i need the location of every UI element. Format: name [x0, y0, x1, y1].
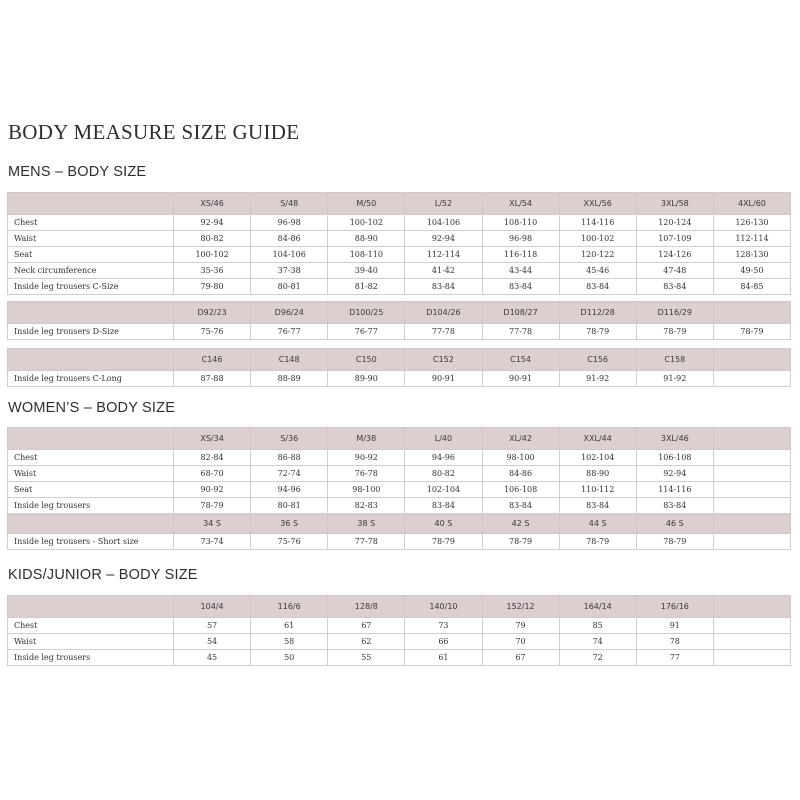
- size-header-row: [8, 428, 791, 450]
- measure-value: 114-116: [636, 482, 713, 498]
- measure-value: 77: [636, 650, 713, 666]
- measure-value: 79-80: [174, 279, 251, 295]
- size-header-cell: 116/6: [251, 596, 328, 618]
- page-title: BODY MEASURE SIZE GUIDE: [8, 120, 300, 144]
- size-header-cell: XXL/56: [559, 193, 636, 215]
- measure-value: [713, 634, 790, 650]
- measure-value: 54: [174, 634, 251, 650]
- measure-value: 83-84: [405, 498, 482, 514]
- measure-value: 82-84: [174, 450, 251, 466]
- measure-value: 94-96: [405, 450, 482, 466]
- measure-value: 90-91: [405, 371, 482, 387]
- size-header-cell: [713, 514, 790, 534]
- measure-value: 112-114: [713, 231, 790, 247]
- measure-value: 70: [482, 634, 559, 650]
- mens-d-size-table: [7, 301, 791, 340]
- measure-value: 35-36: [174, 263, 251, 279]
- measure-value: 96-98: [482, 231, 559, 247]
- measure-value: 77-78: [328, 534, 405, 550]
- measure-value: [713, 450, 790, 466]
- size-header-cell: D96/24: [251, 302, 328, 324]
- size-header-cell: 176/16: [636, 596, 713, 618]
- measure-value: 80-82: [174, 231, 251, 247]
- measure-label: Seat: [8, 482, 174, 498]
- measure-value: 57: [174, 618, 251, 634]
- measure-value: 77-78: [482, 324, 559, 340]
- size-header-cell: 128/8: [328, 596, 405, 618]
- size-header-row: [8, 302, 791, 324]
- measure-value: 90-91: [482, 371, 559, 387]
- measure-label: Inside leg trousers D-Size: [8, 324, 174, 340]
- measure-value: 112-114: [405, 247, 482, 263]
- measure-value: 92-94: [636, 466, 713, 482]
- measure-value: 61: [405, 650, 482, 666]
- header-label-cell: [8, 514, 174, 534]
- measure-label: Seat: [8, 247, 174, 263]
- size-header-cell: 46 S: [636, 514, 713, 534]
- size-header-cell: [713, 349, 790, 371]
- size-header-cell: XL/42: [482, 428, 559, 450]
- size-header-cell: C150: [328, 349, 405, 371]
- measure-value: 61: [251, 618, 328, 634]
- measure-value: 78-79: [405, 534, 482, 550]
- measure-value: 83-84: [559, 498, 636, 514]
- measure-value: [713, 618, 790, 634]
- measure-value: 100-102: [174, 247, 251, 263]
- size-header-cell: XS/34: [174, 428, 251, 450]
- size-header-cell: M/38: [328, 428, 405, 450]
- measure-value: 78: [636, 634, 713, 650]
- measure-row: [8, 498, 791, 514]
- measure-label: Chest: [8, 215, 174, 231]
- measure-value: 106-108: [482, 482, 559, 498]
- measure-row: [8, 634, 791, 650]
- measure-value: [713, 466, 790, 482]
- measure-value: 88-89: [251, 371, 328, 387]
- measure-label: Inside leg trousers - Short size: [8, 534, 174, 550]
- measure-value: 55: [328, 650, 405, 666]
- measure-value: 114-116: [559, 215, 636, 231]
- size-header-row: [8, 596, 791, 618]
- size-header-cell: D108/27: [482, 302, 559, 324]
- measure-value: 67: [482, 650, 559, 666]
- measure-value: 100-102: [328, 215, 405, 231]
- size-header-cell: 36 S: [251, 514, 328, 534]
- header-label-cell: [8, 596, 174, 618]
- measure-value: 107-109: [636, 231, 713, 247]
- measure-value: 80-81: [251, 279, 328, 295]
- size-header-cell: 40 S: [405, 514, 482, 534]
- measure-value: 83-84: [482, 498, 559, 514]
- size-header-cell: 140/10: [405, 596, 482, 618]
- measure-value: 126-130: [713, 215, 790, 231]
- measure-value: 77-78: [405, 324, 482, 340]
- measure-value: 91: [636, 618, 713, 634]
- size-header-row: [8, 193, 791, 215]
- measure-value: 98-100: [328, 482, 405, 498]
- measure-value: 68-70: [174, 466, 251, 482]
- measure-value: 78-79: [636, 324, 713, 340]
- measure-value: 90-92: [328, 450, 405, 466]
- measure-value: 75-76: [174, 324, 251, 340]
- size-header-cell: D112/28: [559, 302, 636, 324]
- measure-row: [8, 231, 791, 247]
- size-header-cell: [713, 302, 790, 324]
- measure-row: [8, 215, 791, 231]
- size-header-cell: 44 S: [559, 514, 636, 534]
- measure-value: 108-110: [482, 215, 559, 231]
- size-header-cell: C146: [174, 349, 251, 371]
- size-header-cell: C148: [251, 349, 328, 371]
- measure-value: 72: [559, 650, 636, 666]
- womens-size-table: [7, 427, 791, 550]
- measure-value: 92-94: [174, 215, 251, 231]
- measure-value: 47-48: [636, 263, 713, 279]
- measure-label: Waist: [8, 231, 174, 247]
- size-header-cell: 4XL/60: [713, 193, 790, 215]
- womens-section-title: WOMEN’S – BODY SIZE: [8, 400, 176, 416]
- measure-value: 98-100: [482, 450, 559, 466]
- measure-value: 83-84: [482, 279, 559, 295]
- measure-value: 80-81: [251, 498, 328, 514]
- measure-value: 78-79: [636, 534, 713, 550]
- measure-value: 106-108: [636, 450, 713, 466]
- kids-size-table: [7, 595, 791, 666]
- measure-value: 86-88: [251, 450, 328, 466]
- measure-value: 81-82: [328, 279, 405, 295]
- measure-value: 67: [328, 618, 405, 634]
- measure-value: 92-94: [405, 231, 482, 247]
- measure-row: [8, 482, 791, 498]
- size-header-cell: S/36: [251, 428, 328, 450]
- measure-value: 124-126: [636, 247, 713, 263]
- size-header-cell: C158: [636, 349, 713, 371]
- measure-value: [713, 371, 790, 387]
- measure-value: 62: [328, 634, 405, 650]
- measure-value: 79: [482, 618, 559, 634]
- measure-label: Chest: [8, 618, 174, 634]
- size-header-cell: D116/29: [636, 302, 713, 324]
- size-header-cell: C156: [559, 349, 636, 371]
- size-header-cell: 3XL/58: [636, 193, 713, 215]
- measure-label: Waist: [8, 466, 174, 482]
- measure-value: [713, 498, 790, 514]
- measure-value: 78-79: [559, 324, 636, 340]
- size-header-row: [8, 514, 791, 534]
- size-header-cell: S/48: [251, 193, 328, 215]
- measure-value: 76-78: [328, 466, 405, 482]
- size-header-cell: D104/26: [405, 302, 482, 324]
- measure-value: 39-40: [328, 263, 405, 279]
- measure-value: 83-84: [636, 498, 713, 514]
- header-label-cell: [8, 302, 174, 324]
- measure-label: Inside leg trousers: [8, 650, 174, 666]
- measure-value: [713, 482, 790, 498]
- measure-value: 91-92: [636, 371, 713, 387]
- size-header-cell: 42 S: [482, 514, 559, 534]
- measure-row: [8, 466, 791, 482]
- measure-value: 66: [405, 634, 482, 650]
- measure-value: 78-79: [482, 534, 559, 550]
- measure-value: 58: [251, 634, 328, 650]
- size-header-cell: L/52: [405, 193, 482, 215]
- measure-row: [8, 263, 791, 279]
- measure-value: 78-79: [174, 498, 251, 514]
- measure-value: 78-79: [713, 324, 790, 340]
- size-header-cell: M/50: [328, 193, 405, 215]
- measure-value: 43-44: [482, 263, 559, 279]
- measure-value: 110-112: [559, 482, 636, 498]
- size-header-cell: C152: [405, 349, 482, 371]
- measure-value: 84-86: [482, 466, 559, 482]
- measure-value: 100-102: [559, 231, 636, 247]
- measure-value: 108-110: [328, 247, 405, 263]
- measure-value: 83-84: [405, 279, 482, 295]
- measure-value: 84-86: [251, 231, 328, 247]
- measure-value: 116-118: [482, 247, 559, 263]
- measure-value: [713, 534, 790, 550]
- measure-label: Inside leg trousers C-Size: [8, 279, 174, 295]
- measure-label: Inside leg trousers C-Long: [8, 371, 174, 387]
- measure-value: 76-77: [328, 324, 405, 340]
- size-header-cell: [713, 428, 790, 450]
- measure-value: 45: [174, 650, 251, 666]
- measure-value: 94-96: [251, 482, 328, 498]
- measure-value: 78-79: [559, 534, 636, 550]
- measure-value: 104-106: [405, 215, 482, 231]
- header-label-cell: [8, 349, 174, 371]
- size-header-cell: 152/12: [482, 596, 559, 618]
- measure-value: 45-46: [559, 263, 636, 279]
- measure-value: 49-50: [713, 263, 790, 279]
- measure-value: [713, 650, 790, 666]
- measure-value: 96-98: [251, 215, 328, 231]
- measure-row: [8, 279, 791, 295]
- header-label-cell: [8, 193, 174, 215]
- measure-row: [8, 618, 791, 634]
- size-header-cell: 3XL/46: [636, 428, 713, 450]
- kids-section-title: KIDS/JUNIOR – BODY SIZE: [8, 567, 198, 583]
- mens-c-long-table: [7, 348, 791, 387]
- mens-size-table: [7, 192, 791, 295]
- measure-value: 73: [405, 618, 482, 634]
- measure-row: [8, 247, 791, 263]
- measure-value: 84-85: [713, 279, 790, 295]
- measure-value: 128-130: [713, 247, 790, 263]
- size-header-cell: C154: [482, 349, 559, 371]
- measure-value: 88-90: [559, 466, 636, 482]
- size-header-cell: D100/25: [328, 302, 405, 324]
- measure-value: 76-77: [251, 324, 328, 340]
- measure-value: 82-83: [328, 498, 405, 514]
- measure-value: 120-122: [559, 247, 636, 263]
- size-header-cell: D92/23: [174, 302, 251, 324]
- measure-row: [8, 371, 791, 387]
- measure-value: 90-92: [174, 482, 251, 498]
- size-header-cell: XL/54: [482, 193, 559, 215]
- measure-label: Chest: [8, 450, 174, 466]
- measure-value: 102-104: [559, 450, 636, 466]
- measure-value: 120-124: [636, 215, 713, 231]
- measure-value: 89-90: [328, 371, 405, 387]
- measure-row: [8, 534, 791, 550]
- measure-value: 83-84: [636, 279, 713, 295]
- measure-value: 85: [559, 618, 636, 634]
- measure-value: 87-88: [174, 371, 251, 387]
- measure-value: 83-84: [559, 279, 636, 295]
- measure-value: 88-90: [328, 231, 405, 247]
- measure-label: Neck circumference: [8, 263, 174, 279]
- measure-label: Waist: [8, 634, 174, 650]
- measure-value: 102-104: [405, 482, 482, 498]
- measure-value: 75-76: [251, 534, 328, 550]
- size-header-cell: 164/14: [559, 596, 636, 618]
- header-label-cell: [8, 428, 174, 450]
- measure-value: 72-74: [251, 466, 328, 482]
- size-header-cell: 34 S: [174, 514, 251, 534]
- measure-value: 104-106: [251, 247, 328, 263]
- measure-label: Inside leg trousers: [8, 498, 174, 514]
- size-header-cell: [713, 596, 790, 618]
- size-header-cell: L/40: [405, 428, 482, 450]
- measure-row: [8, 324, 791, 340]
- measure-row: [8, 650, 791, 666]
- mens-section-title: MENS – BODY SIZE: [8, 164, 147, 180]
- measure-value: 91-92: [559, 371, 636, 387]
- measure-value: 73-74: [174, 534, 251, 550]
- measure-value: 80-82: [405, 466, 482, 482]
- measure-value: 41-42: [405, 263, 482, 279]
- size-header-cell: 38 S: [328, 514, 405, 534]
- size-header-row: [8, 349, 791, 371]
- measure-value: 37-38: [251, 263, 328, 279]
- measure-row: [8, 450, 791, 466]
- measure-value: 74: [559, 634, 636, 650]
- size-header-cell: XS/46: [174, 193, 251, 215]
- size-header-cell: 104/4: [174, 596, 251, 618]
- measure-value: 50: [251, 650, 328, 666]
- size-header-cell: XXL/44: [559, 428, 636, 450]
